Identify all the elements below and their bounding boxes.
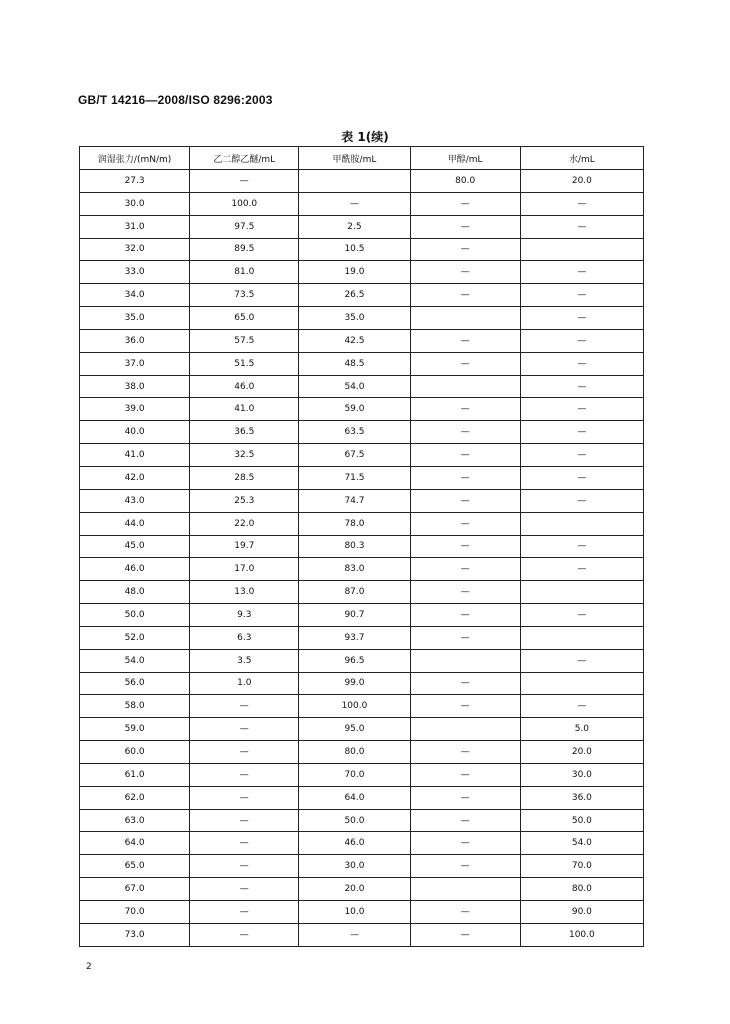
cell-formamide: 48.5: [299, 352, 410, 375]
column-header-methanol: 甲醇/mL: [410, 147, 520, 170]
cell-wetting-tension: 67.0: [80, 878, 190, 901]
cell-water: —: [520, 352, 643, 375]
cell-water: —: [520, 398, 643, 421]
cell-ethylene-glycol-ether: 57.5: [190, 329, 299, 352]
table-row: [80, 741, 644, 764]
cell-water: 50.0: [520, 809, 643, 832]
cell-wetting-tension: 58.0: [80, 695, 190, 718]
cell-ethylene-glycol-ether: 51.5: [190, 352, 299, 375]
cell-wetting-tension: 73.0: [80, 923, 190, 946]
cell-methanol: —: [410, 192, 520, 215]
cell-formamide: 42.5: [299, 329, 410, 352]
cell-ethylene-glycol-ether: 25.3: [190, 489, 299, 512]
cell-ethylene-glycol-ether: —: [190, 901, 299, 924]
cell-wetting-tension: 40.0: [80, 421, 190, 444]
cell-ethylene-glycol-ether: 97.5: [190, 215, 299, 238]
cell-ethylene-glycol-ether: 3.5: [190, 649, 299, 672]
cell-water: —: [520, 489, 643, 512]
cell-formamide: 10.5: [299, 238, 410, 261]
cell-methanol: —: [410, 581, 520, 604]
table-row: [80, 284, 644, 307]
cell-wetting-tension: 41.0: [80, 444, 190, 467]
cell-water: —: [520, 444, 643, 467]
cell-wetting-tension: 61.0: [80, 763, 190, 786]
table-row: [80, 352, 644, 375]
cell-methanol: —: [410, 786, 520, 809]
cell-wetting-tension: 70.0: [80, 901, 190, 924]
cell-methanol: —: [410, 421, 520, 444]
table-row: [80, 421, 644, 444]
table-row: [80, 923, 644, 946]
cell-ethylene-glycol-ether: —: [190, 763, 299, 786]
cell-water: —: [520, 284, 643, 307]
cell-water: [520, 672, 643, 695]
cell-ethylene-glycol-ether: —: [190, 809, 299, 832]
cell-ethylene-glycol-ether: —: [190, 923, 299, 946]
cell-water: —: [520, 375, 643, 398]
table-row: [80, 786, 644, 809]
cell-methanol: —: [410, 261, 520, 284]
cell-methanol: [410, 718, 520, 741]
cell-wetting-tension: 42.0: [80, 466, 190, 489]
cell-wetting-tension: 63.0: [80, 809, 190, 832]
cell-formamide: 83.0: [299, 558, 410, 581]
table-row: [80, 444, 644, 467]
cell-ethylene-glycol-ether: 89.5: [190, 238, 299, 261]
cell-wetting-tension: 33.0: [80, 261, 190, 284]
table-row: [80, 375, 644, 398]
cell-wetting-tension: 65.0: [80, 855, 190, 878]
cell-wetting-tension: 37.0: [80, 352, 190, 375]
cell-formamide: 95.0: [299, 718, 410, 741]
cell-methanol: —: [410, 604, 520, 627]
cell-formamide: 10.0: [299, 901, 410, 924]
cell-water: —: [520, 535, 643, 558]
cell-wetting-tension: 31.0: [80, 215, 190, 238]
table-row: [80, 695, 644, 718]
cell-methanol: —: [410, 741, 520, 764]
cell-water: [520, 238, 643, 261]
cell-water: 54.0: [520, 832, 643, 855]
cell-wetting-tension: 45.0: [80, 535, 190, 558]
table-row: [80, 672, 644, 695]
cell-formamide: 80.3: [299, 535, 410, 558]
page-number: 2: [86, 962, 92, 972]
cell-water: 20.0: [520, 741, 643, 764]
table-row: [80, 763, 644, 786]
cell-wetting-tension: 43.0: [80, 489, 190, 512]
cell-methanol: —: [410, 352, 520, 375]
cell-ethylene-glycol-ether: 36.5: [190, 421, 299, 444]
cell-methanol: —: [410, 466, 520, 489]
table-row: [80, 581, 644, 604]
cell-water: 20.0: [520, 170, 643, 193]
cell-ethylene-glycol-ether: 13.0: [190, 581, 299, 604]
cell-wetting-tension: 36.0: [80, 329, 190, 352]
cell-wetting-tension: 48.0: [80, 581, 190, 604]
cell-wetting-tension: 35.0: [80, 307, 190, 330]
cell-formamide: 70.0: [299, 763, 410, 786]
table-row: [80, 466, 644, 489]
cell-wetting-tension: 52.0: [80, 626, 190, 649]
cell-wetting-tension: 50.0: [80, 604, 190, 627]
cell-formamide: —: [299, 923, 410, 946]
cell-formamide: 74.7: [299, 489, 410, 512]
cell-wetting-tension: 46.0: [80, 558, 190, 581]
table-row: [80, 809, 644, 832]
table-row: [80, 170, 644, 193]
cell-methanol: —: [410, 489, 520, 512]
cell-ethylene-glycol-ether: 22.0: [190, 512, 299, 535]
cell-formamide: 50.0: [299, 809, 410, 832]
cell-water: 90.0: [520, 901, 643, 924]
cell-formamide: 67.5: [299, 444, 410, 467]
cell-ethylene-glycol-ether: 73.5: [190, 284, 299, 307]
table-body: [80, 170, 644, 947]
cell-wetting-tension: 34.0: [80, 284, 190, 307]
table-row: [80, 855, 644, 878]
cell-methanol: —: [410, 284, 520, 307]
cell-water: —: [520, 192, 643, 215]
table-row: [80, 489, 644, 512]
cell-water: [520, 626, 643, 649]
column-header-formamide: 甲酰胺/mL: [299, 147, 410, 170]
cell-wetting-tension: 56.0: [80, 672, 190, 695]
table-row: [80, 261, 644, 284]
table-row: [80, 649, 644, 672]
cell-wetting-tension: 60.0: [80, 741, 190, 764]
cell-water: —: [520, 215, 643, 238]
table-row: [80, 878, 644, 901]
cell-wetting-tension: 54.0: [80, 649, 190, 672]
cell-methanol: —: [410, 672, 520, 695]
cell-water: —: [520, 558, 643, 581]
cell-ethylene-glycol-ether: 81.0: [190, 261, 299, 284]
cell-methanol: 80.0: [410, 170, 520, 193]
table-row: [80, 307, 644, 330]
cell-wetting-tension: 62.0: [80, 786, 190, 809]
cell-wetting-tension: 44.0: [80, 512, 190, 535]
cell-water: —: [520, 261, 643, 284]
cell-methanol: —: [410, 512, 520, 535]
table-row: [80, 215, 644, 238]
cell-formamide: 54.0: [299, 375, 410, 398]
table-row: [80, 512, 644, 535]
cell-methanol: —: [410, 398, 520, 421]
cell-methanol: —: [410, 626, 520, 649]
column-header-wetting-tension: 润湿张力/(mN/m): [80, 147, 190, 170]
cell-ethylene-glycol-ether: —: [190, 832, 299, 855]
cell-ethylene-glycol-ether: 32.5: [190, 444, 299, 467]
cell-formamide: 63.5: [299, 421, 410, 444]
cell-methanol: [410, 878, 520, 901]
cell-methanol: —: [410, 238, 520, 261]
table-header-row: [80, 147, 644, 170]
cell-wetting-tension: 59.0: [80, 718, 190, 741]
cell-ethylene-glycol-ether: —: [190, 718, 299, 741]
cell-water: —: [520, 604, 643, 627]
document-header: GB/T 14216—2008/ISO 8296:2003: [78, 93, 273, 107]
cell-methanol: —: [410, 923, 520, 946]
cell-formamide: 71.5: [299, 466, 410, 489]
cell-formamide: —: [299, 192, 410, 215]
cell-ethylene-glycol-ether: 19.7: [190, 535, 299, 558]
cell-methanol: —: [410, 695, 520, 718]
cell-methanol: —: [410, 444, 520, 467]
table-row: [80, 192, 644, 215]
cell-ethylene-glycol-ether: —: [190, 170, 299, 193]
cell-wetting-tension: 64.0: [80, 832, 190, 855]
cell-wetting-tension: 32.0: [80, 238, 190, 261]
cell-ethylene-glycol-ether: 65.0: [190, 307, 299, 330]
cell-ethylene-glycol-ether: —: [190, 741, 299, 764]
table-row: [80, 535, 644, 558]
cell-formamide: 59.0: [299, 398, 410, 421]
cell-ethylene-glycol-ether: 1.0: [190, 672, 299, 695]
column-header-ethylene-glycol-ether: 乙二醇乙醚/mL: [190, 147, 299, 170]
cell-water: [520, 581, 643, 604]
cell-formamide: 19.0: [299, 261, 410, 284]
cell-methanol: —: [410, 855, 520, 878]
table-row: [80, 718, 644, 741]
cell-ethylene-glycol-ether: 6.3: [190, 626, 299, 649]
cell-water: —: [520, 421, 643, 444]
cell-methanol: —: [410, 809, 520, 832]
cell-water: —: [520, 466, 643, 489]
cell-wetting-tension: 27.3: [80, 170, 190, 193]
cell-methanol: —: [410, 763, 520, 786]
cell-methanol: —: [410, 558, 520, 581]
cell-ethylene-glycol-ether: —: [190, 878, 299, 901]
cell-wetting-tension: 38.0: [80, 375, 190, 398]
cell-ethylene-glycol-ether: 46.0: [190, 375, 299, 398]
table-row: [80, 604, 644, 627]
cell-formamide: 35.0: [299, 307, 410, 330]
cell-water: —: [520, 329, 643, 352]
cell-methanol: —: [410, 215, 520, 238]
cell-methanol: [410, 307, 520, 330]
cell-formamide: 2.5: [299, 215, 410, 238]
cell-formamide: 87.0: [299, 581, 410, 604]
cell-formamide: 20.0: [299, 878, 410, 901]
cell-ethylene-glycol-ether: —: [190, 855, 299, 878]
table-row: [80, 626, 644, 649]
cell-ethylene-glycol-ether: 41.0: [190, 398, 299, 421]
cell-formamide: 80.0: [299, 741, 410, 764]
table-row: [80, 329, 644, 352]
cell-ethylene-glycol-ether: 9.3: [190, 604, 299, 627]
table-row: [80, 901, 644, 924]
cell-water: —: [520, 695, 643, 718]
cell-water: 30.0: [520, 763, 643, 786]
cell-water: —: [520, 649, 643, 672]
cell-formamide: 46.0: [299, 832, 410, 855]
cell-water: 70.0: [520, 855, 643, 878]
cell-methanol: [410, 649, 520, 672]
cell-water: 5.0: [520, 718, 643, 741]
table-caption: 表 1(续): [341, 130, 389, 144]
cell-formamide: 99.0: [299, 672, 410, 695]
cell-methanol: [410, 375, 520, 398]
cell-formamide: 26.5: [299, 284, 410, 307]
cell-formamide: 90.7: [299, 604, 410, 627]
cell-formamide: 30.0: [299, 855, 410, 878]
cell-formamide: 100.0: [299, 695, 410, 718]
cell-wetting-tension: 30.0: [80, 192, 190, 215]
cell-water: 36.0: [520, 786, 643, 809]
wetting-tension-table: [79, 146, 644, 947]
cell-wetting-tension: 39.0: [80, 398, 190, 421]
table-row: [80, 238, 644, 261]
cell-methanol: —: [410, 329, 520, 352]
column-header-water: 水/mL: [520, 147, 643, 170]
cell-ethylene-glycol-ether: 17.0: [190, 558, 299, 581]
cell-methanol: —: [410, 901, 520, 924]
table-row: [80, 832, 644, 855]
cell-water: 80.0: [520, 878, 643, 901]
table-row: [80, 558, 644, 581]
cell-formamide: [299, 170, 410, 193]
cell-ethylene-glycol-ether: 100.0: [190, 192, 299, 215]
cell-formamide: 96.5: [299, 649, 410, 672]
cell-water: [520, 512, 643, 535]
cell-ethylene-glycol-ether: —: [190, 786, 299, 809]
cell-formamide: 64.0: [299, 786, 410, 809]
cell-ethylene-glycol-ether: 28.5: [190, 466, 299, 489]
cell-water: —: [520, 307, 643, 330]
table-row: [80, 398, 644, 421]
cell-water: 100.0: [520, 923, 643, 946]
cell-methanol: —: [410, 832, 520, 855]
cell-methanol: —: [410, 535, 520, 558]
cell-ethylene-glycol-ether: —: [190, 695, 299, 718]
cell-formamide: 78.0: [299, 512, 410, 535]
cell-formamide: 93.7: [299, 626, 410, 649]
